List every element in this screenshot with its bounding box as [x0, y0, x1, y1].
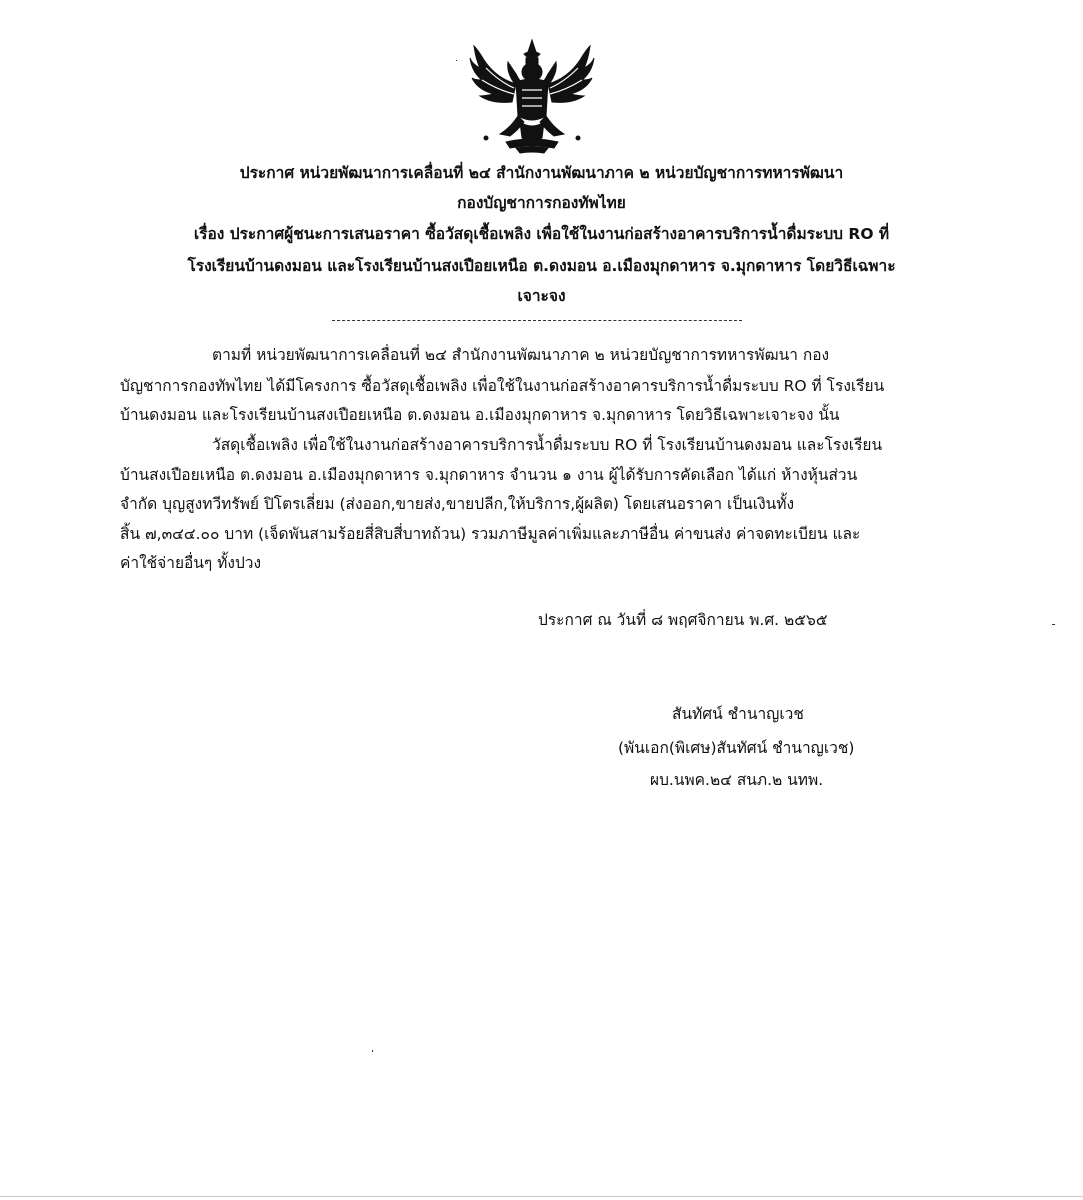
separator-rule: [332, 320, 742, 321]
paragraph-1-line-2: บัญชาการกองทัพไทย ได้มีโครงการ ซื้อวัสดุเชื้อเพลิง เพื่อใช้ในงานก่อสร้างอาคารบริการน้ำดื่มระบบ RO ที่ โรงเรียน: [120, 377, 885, 395]
signature-full-title: (พันเอก(พิเศษ)สันทัศน์ ชำนาญเวช): [618, 739, 855, 757]
heading-line-2: กองบัญชาการกองทัพไทย: [457, 194, 626, 212]
paragraph-2-line-4: สิ้น ๗,๓๔๔.๐๐ บาท (เจ็ดพันสามร้อยสี่สิบสี่บาทถ้วน) รวมภาษีมูลค่าเพิ่มและภาษีอื่น ค่าขนส่ง ค่าจดทะเบียน และ: [120, 525, 861, 543]
heading-line-1: ประกาศ หน่วยพัฒนาการเคลื่อนที่ ๒๔ สำนักงานพัฒนาภาค ๒ หน่วยบัญชาการทหารพัฒนา: [239, 164, 844, 182]
announcement-date: ประกาศ ณ วันที่ ๘ พฤศจิกายน พ.ศ. ๒๕๖๕: [538, 611, 828, 629]
page-bottom-edge: [0, 1196, 1083, 1197]
subject-line-1: เรื่อง ประกาศผู้ชนะการเสนอราคา ซื้อวัสดุเชื้อเพลิง เพื่อใช้ในงานก่อสร้างอาคารบริการน้ำดื่มระบบ RO ที่: [193, 225, 890, 243]
paragraph-2-line-1: วัสดุเชื้อเพลิง เพื่อใช้ในงานก่อสร้างอาคารบริการน้ำดื่มระบบ RO ที่ โรงเรียนบ้านดงมอน และโรงเรียน: [212, 436, 883, 454]
paragraph-1-line-3: บ้านดงมอน และโรงเรียนบ้านสงเปือยเหนือ ต.ดงมอน อ.เมืองมุกดาหาร จ.มุกดาหาร โดยวิธีเฉพาะเจาะจง นั้น: [120, 406, 840, 424]
subject-line-2: โรงเรียนบ้านดงมอน และโรงเรียนบ้านสงเปือยเหนือ ต.ดงมอน อ.เมืองมุกดาหาร จ.มุกดาหาร โดยวิธีเฉพาะ: [187, 257, 896, 275]
subject-line-3: เจาะจง: [517, 287, 566, 305]
paragraph-2-line-3: จำกัด บุญสูงทวีทรัพย์ ปิโตรเลี่ยม (ส่งออก,ขายส่ง,ขายปลีก,ให้บริการ,ผู้ผลิต) โดยเสนอราคา เป็นเงินทั้ง: [120, 495, 795, 513]
scan-speck: [456, 60, 457, 61]
signature-name: สันทัศน์ ชำนาญเวช: [672, 705, 804, 723]
signature-position: ผบ.นพค.๒๔ สนภ.๒ นทพ.: [650, 771, 824, 789]
paragraph-1-line-1: ตามที่ หน่วยพัฒนาการเคลื่อนที่ ๒๔ สำนักงานพัฒนาภาค ๒ หน่วยบัญชาการทหารพัฒนา กอง: [212, 346, 830, 364]
scan-speck: [372, 1050, 373, 1052]
paragraph-2-line-2: บ้านสงเปือยเหนือ ต.ดงมอน อ.เมืองมุกดาหาร จ.มุกดาหาร จำนวน ๑ งาน ผู้ได้รับการคัดเลือก ได้แก่ ห้างหุ้นส่วน: [120, 466, 858, 484]
paragraph-2-line-5: ค่าใช้จ่ายอื่นๆ ทั้งปวง: [120, 554, 262, 572]
scan-speck: [1052, 624, 1055, 625]
garuda-emblem-icon: [466, 38, 598, 154]
